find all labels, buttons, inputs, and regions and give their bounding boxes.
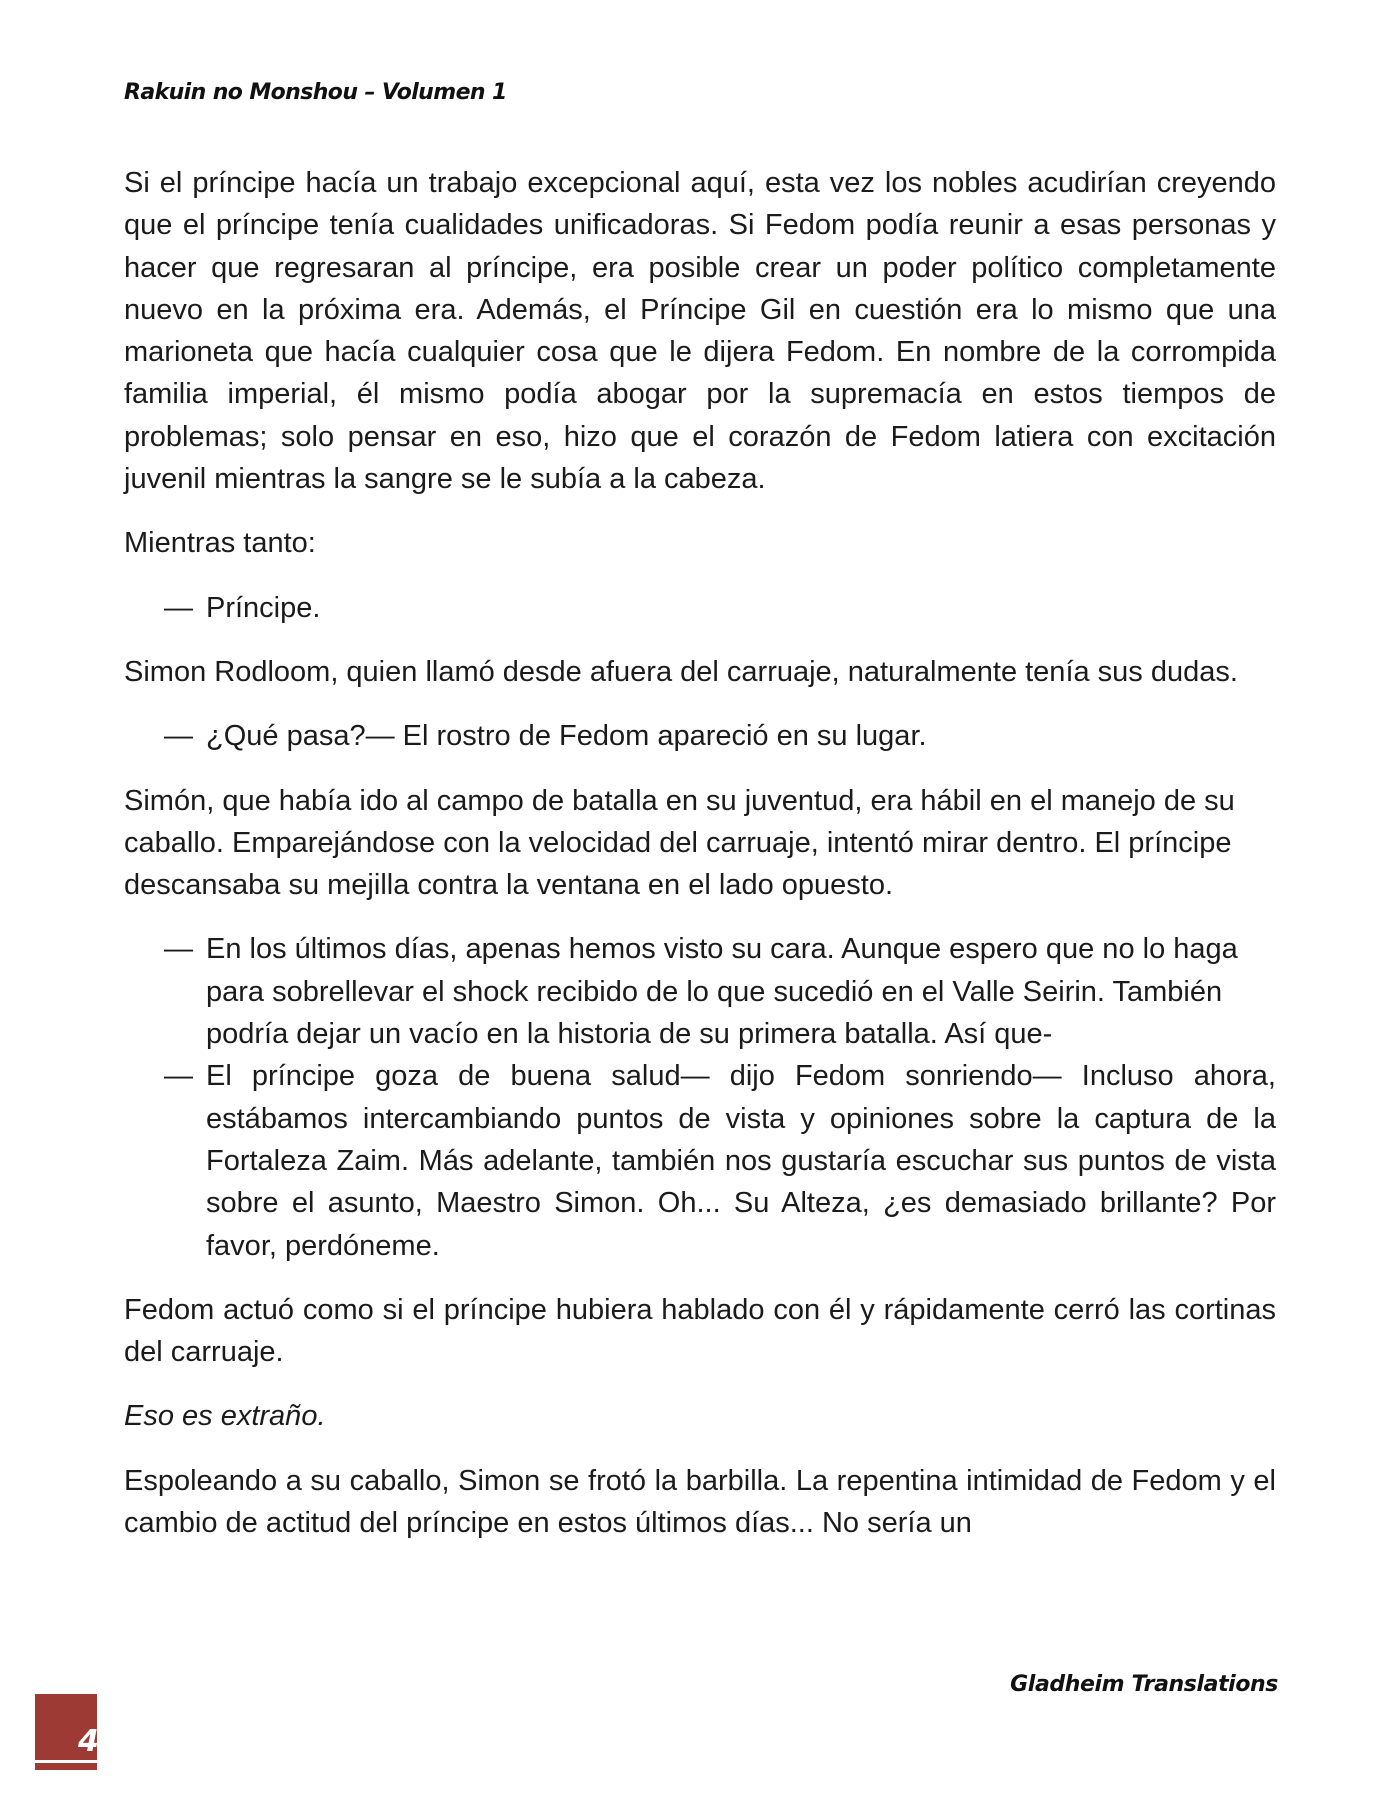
paragraph-italic: Eso es extraño. [124,1400,326,1433]
dialogue-line [124,1055,1276,1266]
dialogue-block [124,587,1276,629]
dialogue-block [124,715,1276,757]
paragraph: Fedom actuó como si el príncipe hubiera hablado con él y rápidamente cerró las cortinas del carruaje. [124,1293,1276,1369]
dialogue-text: Príncipe. [206,591,321,624]
dialogue-dash: — [164,1060,193,1093]
paragraph: Si el príncipe hacía un trabajo excepcional aquí, esta vez los nobles acudirían creyendo que el príncipe tenía cualidades unificadoras. Si Fedom podía reunir a esas personas y hacer que regresaran al príncipe, era posible crear un poder político completamente nuevo en la próxima era. Además, el Príncipe Gil en cuestión era lo mismo que una marioneta que hacía cualquier cosa que le dijera Fedom. En nombre de la corrompida familia imperial, él mismo podía abogar por la supremacía en estos tiempos de problemas; solo pensar en eso, hizo que el corazón de Fedom latiera con excitación juvenil mientras la sangre se le subía a la cabeza. [124,167,1276,496]
dialogue-line [124,928,1276,1055]
dialogue-dash: — [164,933,193,966]
paragraph: Simón, que había ido al campo de batalla en su juventud, era hábil en el manejo de su caballo. Emparejándose con la velocidad del carruaje, intentó mirar dentro. El príncipe descansaba su mejilla contra la ventana en el lado opuesto. [124,784,1235,902]
footer-credit: Gladheim Translations [1010,1672,1278,1697]
page-tab-divider [35,1760,97,1763]
paragraph: Espoleando a su caballo, Simon se frotó la barbilla. La repentina intimidad de Fedom y el cambio de actitud del príncipe en estos últimos días... No sería un [124,1464,1276,1540]
running-header: Rakuin no Monshou – Volumen 1 [124,80,507,105]
dialogue-text: ¿Qué pasa?— El rostro de Fedom apareció en su lugar. [206,720,927,753]
dialogue-text: El príncipe goza de buena salud— dijo Fedom sonriendo— Incluso ahora, estábamos intercambiando puntos de vista y opiniones sobre la captura de la Fortaleza Zaim. Más adelante, también nos gustaría escuchar sus puntos de vista sobre el asunto, Maestro Simon. Oh... Su Alteza, ¿es demasiado brillante? Por favor, perdóneme. [206,1060,1276,1262]
body-text [124,162,1276,1566]
dialogue-line [124,715,1276,757]
dialogue-block [124,928,1276,1266]
dialogue-dash: — [164,720,193,753]
dialogue-dash: — [164,591,193,624]
paragraph: Simon Rodloom, quien llamó desde afuera del carruaje, naturalmente tenía sus dudas. [124,655,1238,688]
page-number: 4 [78,1724,99,1759]
dialogue-line [124,587,1276,629]
dialogue-text: En los últimos días, apenas hemos visto su cara. Aunque espero que no lo haga para sobrellevar el shock recibido de lo que sucedió en el Valle Seirin. También podría dejar un vacío en la historia de su primera batalla. Así que- [206,933,1238,1051]
paragraph: Mientras tanto: [124,527,316,560]
